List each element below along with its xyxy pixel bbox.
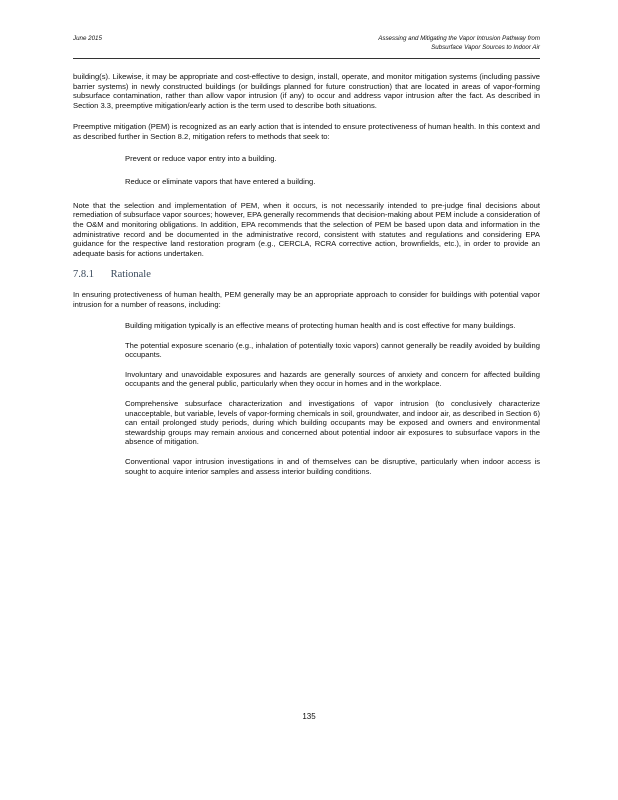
page-number: 135 [302, 712, 316, 721]
list-item-text: Building mitigation typically is an effective means of protecting human health and is cost effective for many buildings. [125, 321, 516, 331]
list-item-text: Comprehensive subsurface characterization and investigations of vapor intrusion (to conclusively characterize unacceptable, but variable, levels of vapor-forming chemicals in soil, groundwater, and indoor air, as described in Section 6) can entail prolonged study periods, during which building occupants may be exposed and owners and environmental stewardship groups may remain anxious and concerned about potential indoor air exposures to subsurface vapors in the absence of mitigation. [125, 399, 540, 447]
list-item [107, 457, 540, 476]
list-item [107, 370, 540, 389]
list-item-text: Conventional vapor intrusion investigations in and of themselves can be disruptive, particularly when indoor access is sought to acquire interior samples and assess interior building conditions. [125, 457, 540, 476]
list-item-text: Prevent or reduce vapor entry into a building. [125, 153, 277, 163]
list-item [107, 321, 540, 331]
header-title-line1: Assessing and Mitigating the Vapor Intrusion Pathway from [378, 35, 540, 42]
reasons-list [73, 321, 540, 476]
page-body [73, 72, 540, 488]
list-item [107, 341, 540, 360]
section-number: 7.8.1 [73, 269, 94, 281]
section-heading [73, 270, 540, 280]
list-item [107, 177, 540, 187]
paragraph-rationale: In ensuring protectiveness of human health, PEM generally may be an appropriate approach to consider for buildings with potential vapor intrusion for a number of reasons, including: [73, 289, 540, 309]
list-item-text: Reduce or eliminate vapors that have entered a building. [125, 177, 316, 187]
header-rule [73, 58, 540, 59]
list-item [107, 399, 540, 447]
header-title-line2: Subsurface Vapor Sources to Indoor Air [431, 44, 540, 51]
methods-list [73, 154, 540, 187]
list-item-text: Involuntary and unavoidable exposures and hazards are generally sources of anxiety and concern for affected building occupants and the general public, particularly when they occur in homes and in the workplace. [125, 369, 540, 389]
paragraph-pem-selection: Note that the selection and implementation of PEM, when it occurs, is not necessarily intended to pre-judge final decisions about remediation of subsurface vapor sources; however, EPA generally recommends that decision-making about PEM include a consideration of the O&M and monitoring obligations. In addition, EPA recommends that the selection of PEM be based upon data and information in the administrative record and be documented in the administrative record, consistent with statutes and regulations and considering EPA guidance for the respective land restoration program (e.g., CERCLA, RCRA corrective action, brownfields, etc.), in order to provide an adequate basis for actions undertaken. [73, 200, 540, 258]
paragraph-intro: building(s). Likewise, it may be appropriate and cost-effective to design, install, operate, and monitor mitigation systems (including passive barrier systems) in newly constructed buildings (or buildings planned for future construction) that are located in areas of vapor-forming subsurface contamination, rather than allow vapor intrusion (if any) to occur and address vapor intrusion after the fact. As described in Section 3.3, preemptive mitigation/early action is the term used to describe both situations. [73, 72, 540, 110]
list-item-text: The potential exposure scenario (e.g., inhalation of potentially toxic vapors) cannot generally be readily avoided by building occupants. [125, 340, 540, 360]
list-item [107, 154, 540, 164]
header-title [378, 34, 540, 52]
header-date: June 2015 [73, 35, 102, 42]
paragraph-pem-definition: Preemptive mitigation (PEM) is recognized as an early action that is intended to ensure protectiveness of human health. In this context and as described further in Section 8.2, mitigation refers to methods that seek to: [73, 122, 540, 141]
section-title: Rationale [110, 269, 151, 281]
